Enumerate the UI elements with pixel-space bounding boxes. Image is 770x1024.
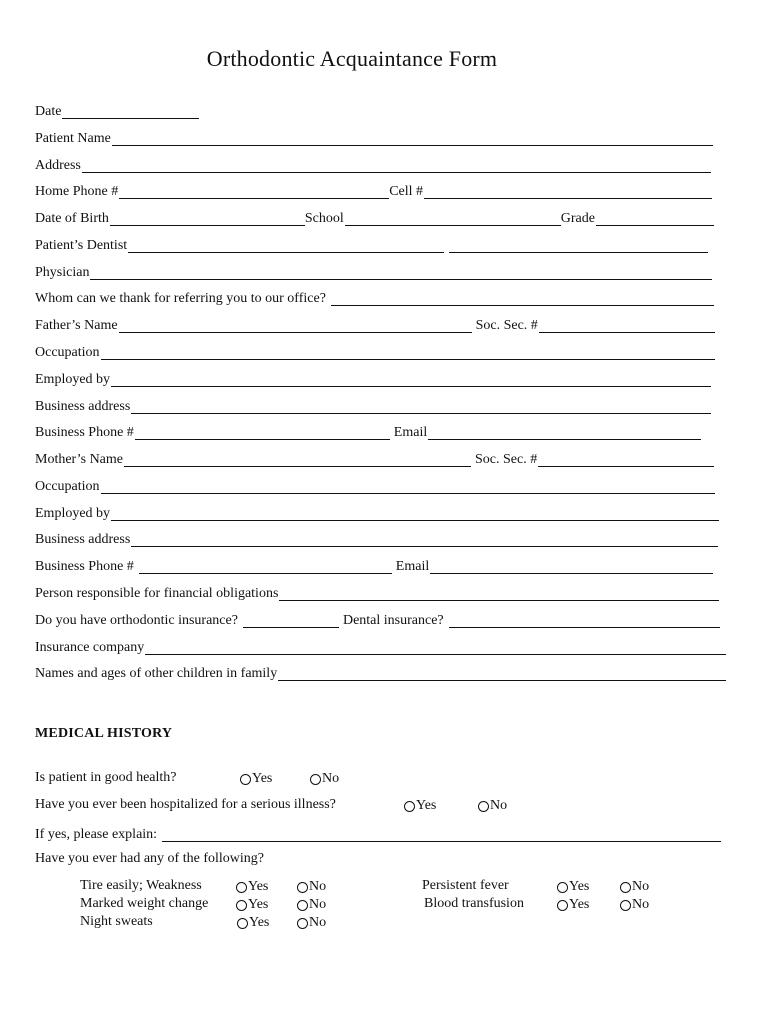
- radio-circle-icon[interactable]: [236, 900, 247, 911]
- dentist-row: [35, 235, 708, 253]
- mother-business-address-label: Business address: [35, 532, 131, 547]
- good-health-yes-option[interactable]: Yes: [240, 771, 272, 787]
- insurance-company-row: [35, 637, 726, 655]
- mother-business-address-row: [35, 529, 718, 547]
- blood-transfusion-yes-option[interactable]: Yes: [557, 897, 589, 913]
- address-label: Address: [35, 158, 81, 173]
- insurance-row: [35, 610, 720, 628]
- dob-field[interactable]: [110, 212, 305, 226]
- physician-row: [35, 262, 712, 280]
- patient-dentist-field-2[interactable]: [449, 239, 708, 253]
- mother-email-label: Email: [395, 559, 430, 574]
- cell-label: Cell #: [389, 184, 424, 199]
- father-business-phone-field[interactable]: [135, 426, 390, 440]
- father-row: [35, 315, 715, 333]
- father-occupation-row: [35, 342, 715, 360]
- cell-field[interactable]: [424, 185, 712, 199]
- night-sweats-yes-option[interactable]: Yes: [237, 915, 269, 931]
- mother-business-phone-row: [35, 556, 713, 574]
- referral-row: [35, 288, 714, 306]
- father-business-address-field[interactable]: [131, 400, 711, 414]
- dental-insurance-field[interactable]: [449, 614, 720, 628]
- radio-circle-icon[interactable]: [557, 882, 568, 893]
- mother-employer-row: [35, 503, 719, 521]
- radio-circle-icon[interactable]: [297, 882, 308, 893]
- financial-row: [35, 583, 719, 601]
- father-occupation-label: Occupation: [35, 345, 100, 360]
- father-occupation-field[interactable]: [101, 346, 715, 360]
- father-email-field[interactable]: [428, 426, 701, 440]
- patient-name-field[interactable]: [112, 132, 713, 146]
- hospitalized-no-option[interactable]: No: [478, 798, 507, 814]
- father-employed-by-label: Employed by: [35, 372, 111, 387]
- referral-field[interactable]: [331, 292, 714, 306]
- dob-row: [35, 208, 714, 226]
- date-row: [35, 101, 199, 119]
- patient-name-label: Patient Name: [35, 131, 111, 146]
- explain-label: If yes, please explain:: [35, 827, 158, 842]
- mother-email-field[interactable]: [430, 560, 713, 574]
- date-label: Date: [35, 104, 62, 119]
- date-field[interactable]: [62, 105, 199, 119]
- radio-circle-icon[interactable]: [478, 801, 489, 812]
- medical-history-heading: MEDICAL HISTORY: [35, 726, 173, 741]
- address-field[interactable]: [82, 159, 711, 173]
- physician-field[interactable]: [90, 266, 712, 280]
- explain-field[interactable]: [162, 828, 721, 842]
- phone-row: [35, 181, 712, 199]
- radio-circle-icon[interactable]: [620, 882, 631, 893]
- school-field[interactable]: [345, 212, 561, 226]
- mother-soc-sec-label: Soc. Sec. #: [475, 452, 538, 467]
- condition-blood-transfusion: Blood transfusion: [424, 896, 524, 911]
- radio-circle-icon[interactable]: [297, 900, 308, 911]
- mother-occupation-label: Occupation: [35, 479, 100, 494]
- insurance-company-field[interactable]: [145, 641, 726, 655]
- condition-tire-easily: Tire easily; Weakness: [80, 878, 202, 893]
- following-question: Have you ever had any of the following?: [35, 851, 264, 866]
- good-health-question: Is patient in good health?: [35, 770, 177, 785]
- ortho-insurance-label: Do you have orthodontic insurance?: [35, 613, 238, 628]
- condition-night-sweats: Night sweats: [80, 914, 153, 929]
- radio-circle-icon[interactable]: [620, 900, 631, 911]
- father-name-field[interactable]: [119, 319, 472, 333]
- mother-employed-by-label: Employed by: [35, 506, 111, 521]
- father-name-label: Father’s Name: [35, 318, 118, 333]
- radio-circle-icon[interactable]: [297, 918, 308, 929]
- good-health-no-option[interactable]: No: [310, 771, 339, 787]
- persistent-fever-yes-option[interactable]: Yes: [557, 879, 589, 895]
- form-title: Orthodontic Acquaintance Form: [206, 46, 498, 71]
- other-children-label: Names and ages of other children in family: [35, 666, 278, 681]
- weight-change-yes-option[interactable]: Yes: [236, 897, 268, 913]
- mother-employed-by-field[interactable]: [111, 507, 719, 521]
- mother-occupation-row: [35, 476, 715, 494]
- dental-insurance-label: Dental insurance?: [342, 613, 444, 628]
- mother-business-phone-label: Business Phone #: [35, 559, 134, 574]
- mother-occupation-field[interactable]: [101, 480, 715, 494]
- mother-business-phone-field[interactable]: [139, 560, 392, 574]
- grade-field[interactable]: [596, 212, 714, 226]
- father-business-phone-label: Business Phone #: [35, 425, 134, 440]
- patient-name-row: [35, 128, 713, 146]
- physician-label: Physician: [35, 265, 90, 280]
- radio-circle-icon[interactable]: [236, 882, 247, 893]
- address-row: [35, 155, 711, 173]
- mother-row: [35, 449, 714, 467]
- other-children-row: [35, 663, 726, 681]
- tire-easily-no-option[interactable]: No: [297, 879, 326, 895]
- home-phone-field[interactable]: [119, 185, 389, 199]
- radio-circle-icon[interactable]: [237, 918, 248, 929]
- father-business-address-row: [35, 396, 711, 414]
- referral-label: Whom can we thank for referring you to our office?: [35, 291, 326, 306]
- night-sweats-no-option[interactable]: No: [297, 915, 326, 931]
- grade-label: Grade: [560, 211, 595, 226]
- father-business-phone-row: [35, 422, 701, 440]
- radio-circle-icon[interactable]: [310, 774, 321, 785]
- explain-row: [35, 824, 721, 842]
- home-phone-label: Home Phone #: [35, 184, 119, 199]
- mother-name-field[interactable]: [124, 453, 471, 467]
- persistent-fever-no-option[interactable]: No: [620, 879, 649, 895]
- financial-label: Person responsible for financial obligations: [35, 586, 279, 601]
- radio-circle-icon[interactable]: [404, 801, 415, 812]
- condition-weight-change: Marked weight change: [80, 896, 209, 911]
- mother-business-address-field[interactable]: [131, 533, 718, 547]
- tire-easily-yes-option[interactable]: Yes: [236, 879, 268, 895]
- father-employed-by-field[interactable]: [111, 373, 711, 387]
- father-email-label: Email: [393, 425, 428, 440]
- mother-name-label: Mother’s Name: [35, 452, 123, 467]
- patient-dentist-label: Patient’s Dentist: [35, 238, 128, 253]
- father-employer-row: [35, 369, 711, 387]
- father-soc-sec-field[interactable]: [539, 319, 715, 333]
- weight-change-no-option[interactable]: No: [297, 897, 326, 913]
- ortho-insurance-field[interactable]: [243, 614, 339, 628]
- radio-circle-icon[interactable]: [557, 900, 568, 911]
- financial-field[interactable]: [279, 587, 719, 601]
- father-business-address-label: Business address: [35, 399, 131, 414]
- dob-label: Date of Birth: [35, 211, 109, 226]
- patient-dentist-field[interactable]: [128, 239, 444, 253]
- hospitalized-question: Have you ever been hospitalized for a serious illness?: [35, 797, 336, 812]
- mother-soc-sec-field[interactable]: [538, 453, 714, 467]
- father-soc-sec-label: Soc. Sec. #: [475, 318, 538, 333]
- condition-persistent-fever: Persistent fever: [422, 878, 509, 893]
- school-label: School: [304, 211, 344, 226]
- blood-transfusion-no-option[interactable]: No: [620, 897, 649, 913]
- radio-circle-icon[interactable]: [240, 774, 251, 785]
- insurance-company-label: Insurance company: [35, 640, 145, 655]
- hospitalized-yes-option[interactable]: Yes: [404, 798, 436, 814]
- other-children-field[interactable]: [278, 667, 726, 681]
